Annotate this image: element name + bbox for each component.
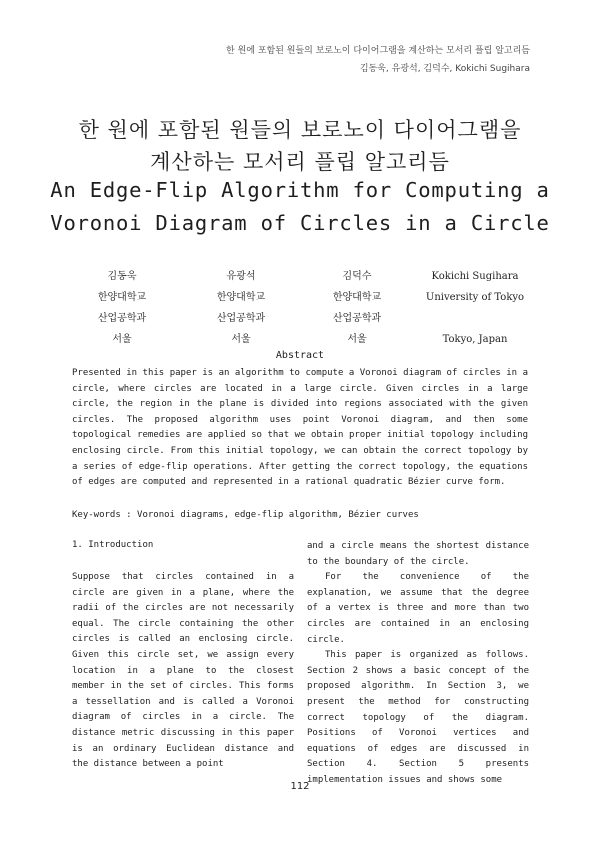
author-block bbox=[410, 266, 540, 350]
author-affiliation: 한양대학교 bbox=[97, 292, 147, 303]
author-name: 김동욱 bbox=[107, 271, 137, 282]
abstract-heading: Abstract bbox=[275, 350, 325, 361]
keywords: Key-words : Voronoi diagrams, edge-flip algorithm, Bézier curves bbox=[72, 510, 419, 520]
title-korean-line2: 계산하는 모서리 플립 알고리듬 bbox=[150, 150, 450, 174]
title-english-line2: Voronoi Diagram of Circles in a Circle bbox=[50, 211, 550, 235]
author-city: Tokyo, Japan bbox=[442, 334, 508, 345]
title-english-line1: An Edge-Flip Algorithm for Computing a bbox=[50, 178, 550, 202]
author-name: 유광석 bbox=[226, 271, 256, 282]
body-paragraph: Suppose that circles contained in a circle are given in a plane, where the radii of the circles are not necessarily equal. The circle containing the other circles is called an enclosing circle. Given this circle set, we assign every location in a plane to the closest member in the set of circles. This forms a tessellation and is called a Voronoi diagram of circles in a circle. The distance metric discussing in this paper is an ordinary Euclidean distance and the distance between a point bbox=[72, 572, 294, 770]
author-affiliation: University of Tokyo bbox=[425, 292, 525, 303]
section-heading: 1. Introduction bbox=[72, 540, 154, 550]
left-column bbox=[72, 570, 294, 773]
page-number: 112 bbox=[290, 781, 310, 792]
author-affiliation: 한양대학교 bbox=[332, 292, 382, 303]
running-header-title: 한 원에 포함된 원들의 보로노이 다이어그램을 계산하는 모서리 플립 알고리듬 bbox=[226, 46, 530, 56]
body-paragraph: For the convenience of the explanation, we assume that the degree of a vertex is three and more than two circles are contained in an enclosing circle. bbox=[307, 572, 529, 645]
author-block bbox=[67, 266, 177, 350]
author-block bbox=[186, 266, 296, 350]
author-department: 산업공학과 bbox=[332, 313, 382, 324]
abstract-text: Presented in this paper is an algorithm to compute a Voronoi diagram of circles in a circle, where circles are located in a large circle. Given circles in a large circle, the region in the plane is divided into regions associated with the given circles. The proposed algorithm uses point Voronoi diagram, and then some topological remedies are applied so that we obtain proper initial topology including enclosing circle. From this initial topology, we can obtain the correct topology by a series of edge-flip operations. After getting the correct topology, the equations of edges are computed and represented in a rational quadratic Bézier curve form. bbox=[72, 368, 528, 488]
author-city: 서울 bbox=[231, 334, 251, 345]
author-city: 서울 bbox=[112, 334, 132, 345]
author-affiliation: 한양대학교 bbox=[216, 292, 266, 303]
right-column bbox=[307, 539, 529, 789]
author-block bbox=[302, 266, 412, 350]
author-department bbox=[410, 308, 540, 329]
title-korean-line1: 한 원에 포함된 원들의 보로노이 다이어그램을 bbox=[78, 118, 522, 142]
author-name: Kokichi Sugihara bbox=[431, 271, 519, 282]
author-department: 산업공학과 bbox=[97, 313, 147, 324]
author-city: 서울 bbox=[347, 334, 367, 345]
author-name: 김덕수 bbox=[342, 271, 372, 282]
running-header-authors: 김동욱, 유광석, 김덕수, Kokichi Sugihara bbox=[359, 64, 530, 74]
body-paragraph: and a circle means the shortest distance to the boundary of the circle. bbox=[307, 541, 529, 567]
body-paragraph: This paper is organized as follows. Section 2 shows a basic concept of the proposed algorithm. In Section 3, we present the method for constructing correct topology of the diagram. Positions of Voronoi vertices and equations of edges are discussed in Section 4. Section 5 presents implementation issues and shows some bbox=[307, 650, 529, 785]
author-department: 산업공학과 bbox=[216, 313, 266, 324]
